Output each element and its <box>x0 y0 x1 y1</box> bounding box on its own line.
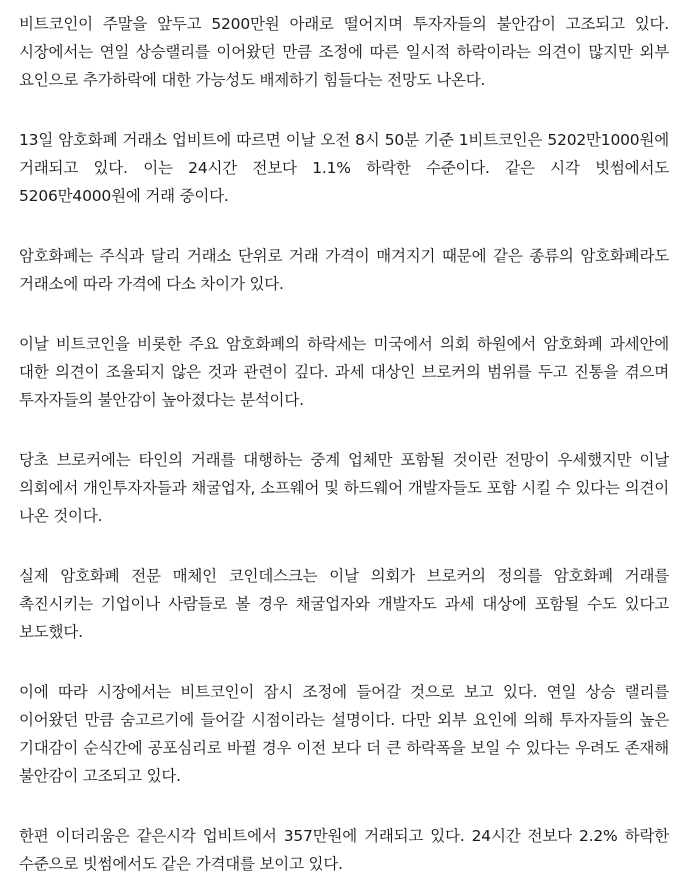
article-paragraph: 이날 비트코인을 비롯한 주요 암호화폐의 하락세는 미국에서 의회 하원에서 암호화폐 과세안에 대한 의견이 조율되지 않은 것과 관련이 깊다. 과세 대상인 브로커의 범위를 두고 진통을 겪으며 투자자들의 불안감이 높아졌다는 분석이다. <box>19 335 669 409</box>
article-paragraph: 13일 암호화폐 거래소 업비트에 따르면 이날 오전 8시 50분 기준 1비트코인은 5202만1000원에 거래되고 있다. 이는 24시간 전보다 1.1% 하락한 수준이다. 같은 시각 빗썸에서도 5206만4000원에 거래 중이다. <box>19 131 669 205</box>
article-paragraph: 이에 따라 시장에서는 비트코인이 잠시 조정에 들어갈 것으로 보고 있다. 연일 상승 랠리를 이어왔던 만큼 숨고르기에 들어갈 시점이라는 설명이다. 다만 외부 요인에 의해 투자자들의 높은 기대감이 순식간에 공포심리로 바뀔 경우 이전 보다 더 큰 하락폭을 보일 수 있다는 우려도 존재해 불안감이 고조되고 있다. <box>19 683 669 785</box>
article-paragraph: 한편 이더리움은 같은시각 업비트에서 357만원에 거래되고 있다. 24시간 전보다 2.2% 하락한 수준으로 빗썸에서도 같은 가격대를 보이고 있다. <box>19 827 669 873</box>
article-paragraph: 당초 브로커에는 타인의 거래를 대행하는 중계 업체만 포함될 것이란 전망이 우세했지만 이날 의회에서 개인투자자들과 채굴업자, 소프웨어 및 하드웨어 개발자들도 포함 시킬 수 있다는 의견이 나온 것이다. <box>19 451 669 525</box>
article-paragraph: 비트코인이 주말을 앞두고 5200만원 아래로 떨어지며 투자자들의 불안감이 고조되고 있다. 시장에서는 연일 상승랠리를 이어왔던 만큼 조정에 따른 일시적 하락이라는 의견이 많지만 외부 요인으로 추가하락에 대한 가능성도 배제하기 힘들다는 전망도 나온다. <box>19 15 669 89</box>
article-body <box>19 10 669 878</box>
article-paragraph: 실제 암호화폐 전문 매체인 코인데스크는 이날 의회가 브로커의 정의를 암호화폐 거래를 촉진시키는 기업이나 사람들로 볼 경우 채굴업자와 개발자도 과세 대상에 포함될 수도 있다고 보도했다. <box>19 567 669 641</box>
article-paragraph: 암호화폐는 주식과 달리 거래소 단위로 거래 가격이 매겨지기 때문에 같은 종류의 암호화폐라도 거래소에 따라 가격에 다소 차이가 있다. <box>19 247 669 293</box>
